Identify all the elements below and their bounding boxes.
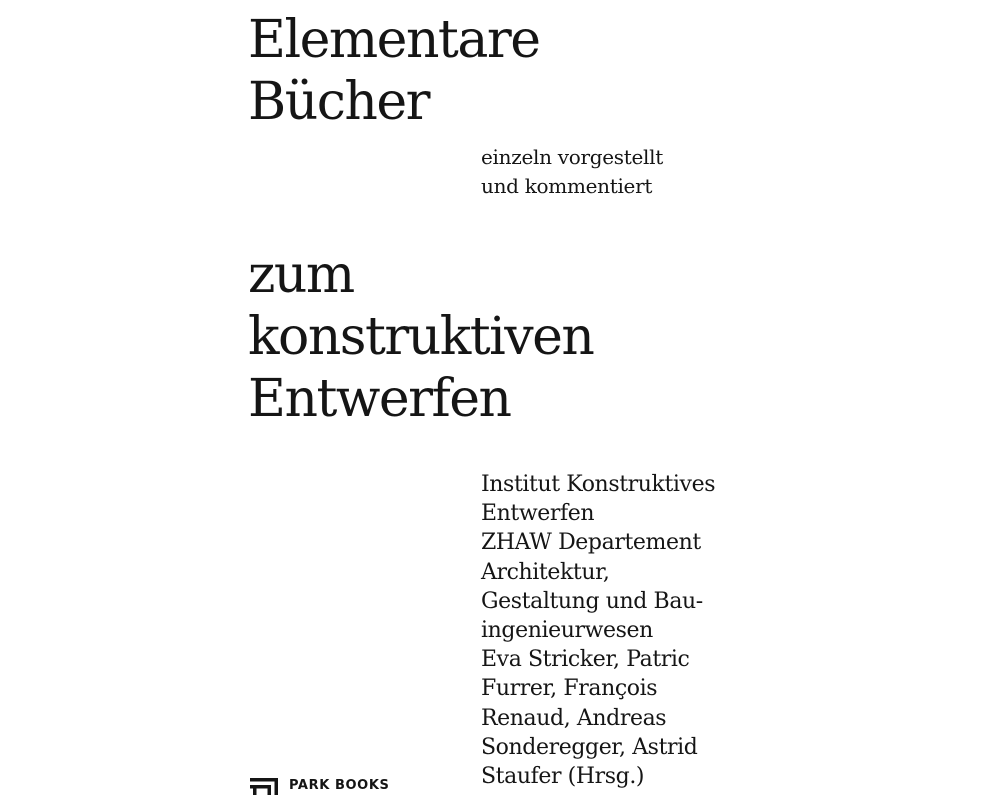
authors-line: Eva Stricker, Patric [481, 647, 690, 673]
title-line-4: konstruktiven [248, 307, 594, 367]
authors-line: Architektur, [481, 559, 610, 585]
park-bench-icon [249, 776, 279, 796]
subtitle [481, 143, 663, 201]
subtitle-line-1: einzeln vorgestellt [481, 145, 663, 169]
publisher-mark [249, 776, 389, 796]
authors-line: Staufer (Hrsg.) [481, 764, 645, 790]
authors-line: Furrer, François [481, 676, 658, 702]
authors-line: ingenieurwesen [481, 618, 653, 644]
authors-line: Sonderegger, Astrid [481, 734, 698, 760]
authors-block [481, 470, 715, 791]
authors-line: Institut Konstruktives [481, 472, 716, 497]
publisher-name: PARK BOOKS [289, 778, 390, 793]
authors-line: Entwerfen [481, 501, 595, 527]
subtitle-line-2: und kommentiert [481, 174, 653, 198]
title-line-2: Bücher [248, 72, 429, 132]
authors-line: Gestaltung und Bau- [481, 588, 703, 614]
authors-line: ZHAW Departement [481, 530, 701, 556]
authors-line: Renaud, Andreas [481, 705, 667, 731]
title-line-1: Elementare [248, 10, 540, 70]
title-line-5: Entwerfen [248, 369, 511, 429]
title-line-3: zum [248, 245, 354, 305]
